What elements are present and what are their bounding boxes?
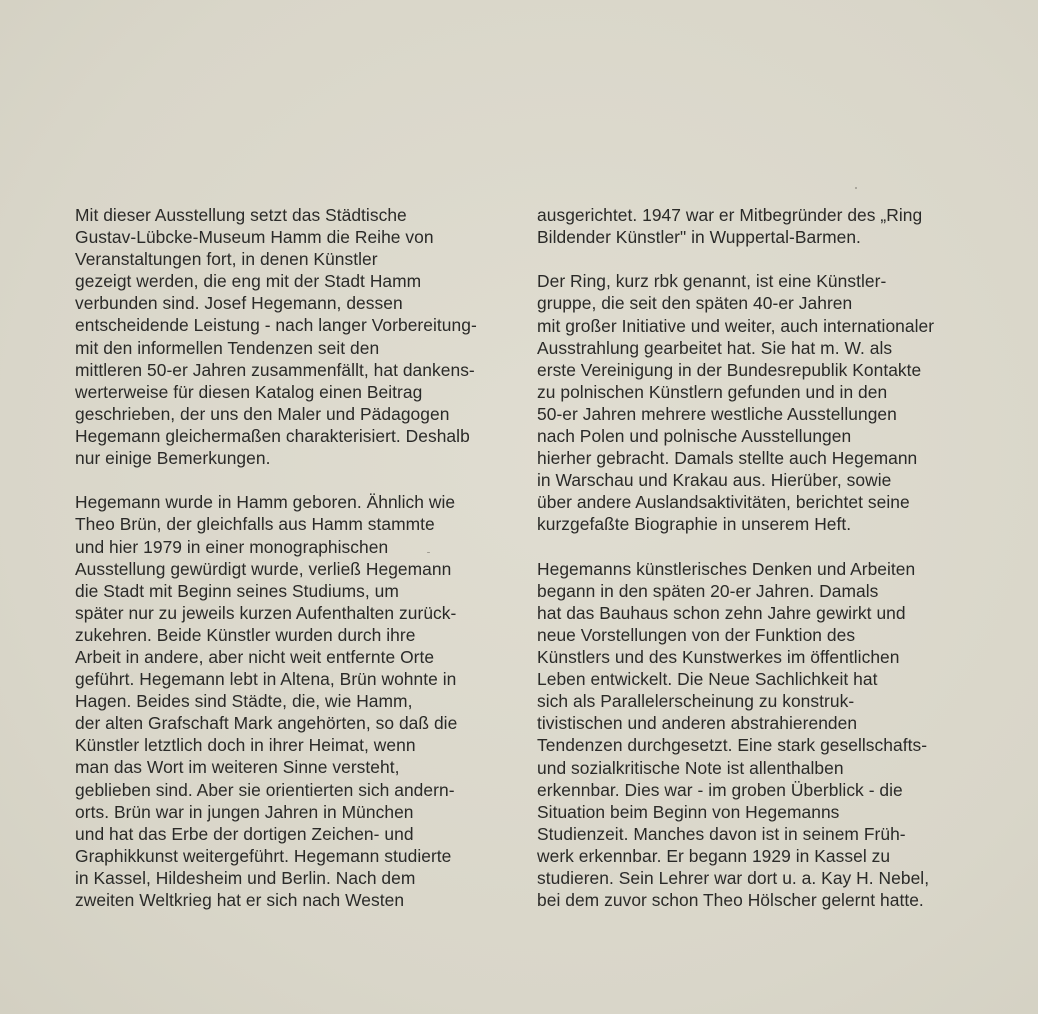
text-line: sich als Parallelerscheinung zu konstruk- (537, 691, 855, 712)
text-line: 50-er Jahren mehrere westliche Ausstellungen (537, 403, 897, 424)
text-line: Der Ring, kurz rbk genannt, ist eine Künstler- (537, 271, 887, 292)
text-line: verbunden sind. Josef Hegemann, dessen (75, 293, 403, 314)
text-line: geschrieben, der uns den Maler und Pädagogen (75, 403, 450, 424)
text-line: hat das Bauhaus schon zehn Jahre gewirkt und (537, 602, 906, 623)
paragraph (537, 558, 977, 912)
text-line: zweiten Weltkrieg hat er sich nach Westen (75, 890, 405, 910)
text-line: Hegemann wurde in Hamm geboren. Ähnlich wie (75, 492, 456, 513)
text-line: geblieben sind. Aber sie orientierten sich andern- (75, 779, 455, 800)
text-line: mittleren 50-er Jahren zusammenfällt, hat dankens- (75, 359, 475, 380)
text-line: und sozialkritische Note ist allenthalben (537, 757, 844, 778)
text-line: nur einige Bemerkungen. (75, 448, 271, 469)
text-line: die Stadt mit Beginn seines Studiums, um (75, 580, 399, 601)
text-line: Veranstaltungen fort, in denen Künstler (75, 249, 378, 270)
text-line: Gustav-Lübcke-Museum Hamm die Reihe von (75, 227, 434, 248)
text-line: neue Vorstellungen von der Funktion des (537, 624, 856, 645)
text-line: und hier 1979 in einer monographischen (75, 536, 389, 557)
text-line: Arbeit in andere, aber nicht weit entfernte Orte (75, 646, 435, 667)
text-line: begann in den späten 20-er Jahren. Damals (537, 580, 879, 601)
text-line: zukehren. Beide Künstler wurden durch ihre (75, 624, 416, 645)
text-line: werk erkennbar. Er begann 1929 in Kassel zu (537, 845, 891, 866)
text-line: später nur zu jeweils kurzen Aufenthalten zurück- (75, 602, 457, 623)
text-line: orts. Brün war in jungen Jahren in München (75, 801, 414, 822)
text-line: der alten Grafschaft Mark angehörten, so daß die (75, 713, 458, 734)
text-line: Ausstellung gewürdigt wurde, verließ Hegemann (75, 558, 452, 579)
text-line: nach Polen und polnische Ausstellungen (537, 426, 852, 447)
paragraph (537, 204, 977, 248)
text-line: entscheidende Leistung - nach langer Vorbereitung- (75, 315, 477, 336)
text-line: Ausstrahlung gearbeitet hat. Sie hat m. W. als (537, 337, 893, 358)
right-column (537, 204, 977, 911)
text-line: Studienzeit. Manches davon ist in seinem Früh- (537, 823, 906, 844)
paper-speck (855, 187, 857, 189)
text-line: Hegemann gleichermaßen charakterisiert. Deshalb (75, 425, 470, 446)
text-line: kurzgefaßte Biographie in unserem Heft. (537, 514, 852, 535)
text-line: über andere Auslandsaktivitäten, berichtet seine (537, 492, 910, 513)
paragraph (537, 270, 977, 535)
text-line: Bildender Künstler" in Wuppertal-Barmen. (537, 227, 861, 248)
text-line: erste Vereinigung in der Bundesrepublik Kontakte (537, 359, 922, 380)
text-line: und hat das Erbe der dortigen Zeichen- und (75, 823, 414, 844)
text-line: Tendenzen durchgesetzt. Eine stark gesellschafts- (537, 735, 928, 756)
text-line: Künstler letztlich doch in ihrer Heimat, wenn (75, 735, 416, 756)
paper-speck (427, 552, 430, 553)
text-line: ausgerichtet. 1947 war er Mitbegründer des „Ring (537, 205, 923, 225)
text-line: gruppe, die seit den späten 40-er Jahren (537, 293, 853, 314)
paragraph (75, 204, 525, 469)
text-line: Leben entwickelt. Die Neue Sachlichkeit hat (537, 669, 878, 690)
text-line: studieren. Sein Lehrer war dort u. a. Kay H. Nebel, (537, 868, 930, 888)
text-line: Hegemanns künstlerisches Denken und Arbeiten (537, 558, 916, 579)
text-line: man das Wort im weiteren Sinne versteht, (75, 757, 400, 778)
text-line: Hagen. Beides sind Städte, die, wie Hamm, (75, 691, 413, 712)
text-line: hierher gebracht. Damals stellte auch Hegemann (537, 448, 918, 469)
paragraph (75, 491, 525, 911)
left-column (75, 204, 525, 911)
text-line: werterweise für diesen Katalog einen Beitrag (75, 381, 423, 402)
text-line: in Warschau und Krakau aus. Hierüber, sowie (537, 470, 892, 491)
text-line: mit großer Initiative und weiter, auch internationaler (537, 315, 935, 336)
text-line: gezeigt werden, die eng mit der Stadt Hamm (75, 271, 422, 292)
text-line: Theo Brün, der gleichfalls aus Hamm stammte (75, 514, 435, 535)
text-line: Graphikkunst weitergeführt. Hegemann studierte (75, 845, 452, 866)
text-line: in Kassel, Hildesheim und Berlin. Nach dem (75, 867, 416, 888)
text-line: geführt. Hegemann lebt in Altena, Brün wohnte in (75, 669, 457, 690)
text-line: tivistischen und anderen abstrahierenden (537, 713, 858, 734)
text-line: zu polnischen Künstlern gefunden und in den (537, 381, 888, 402)
text-line: erkennbar. Dies war - im groben Überblick - die (537, 779, 903, 800)
text-line: Künstlers und des Kunstwerkes im öffentlichen (537, 647, 900, 668)
text-line: mit den informellen Tendenzen seit den (75, 337, 380, 358)
text-line: bei dem zuvor schon Theo Hölscher gelernt hatte. (537, 890, 924, 911)
text-line: Mit dieser Ausstellung setzt das Städtische (75, 205, 407, 225)
text-line: Situation beim Beginn von Hegemanns (537, 801, 840, 822)
